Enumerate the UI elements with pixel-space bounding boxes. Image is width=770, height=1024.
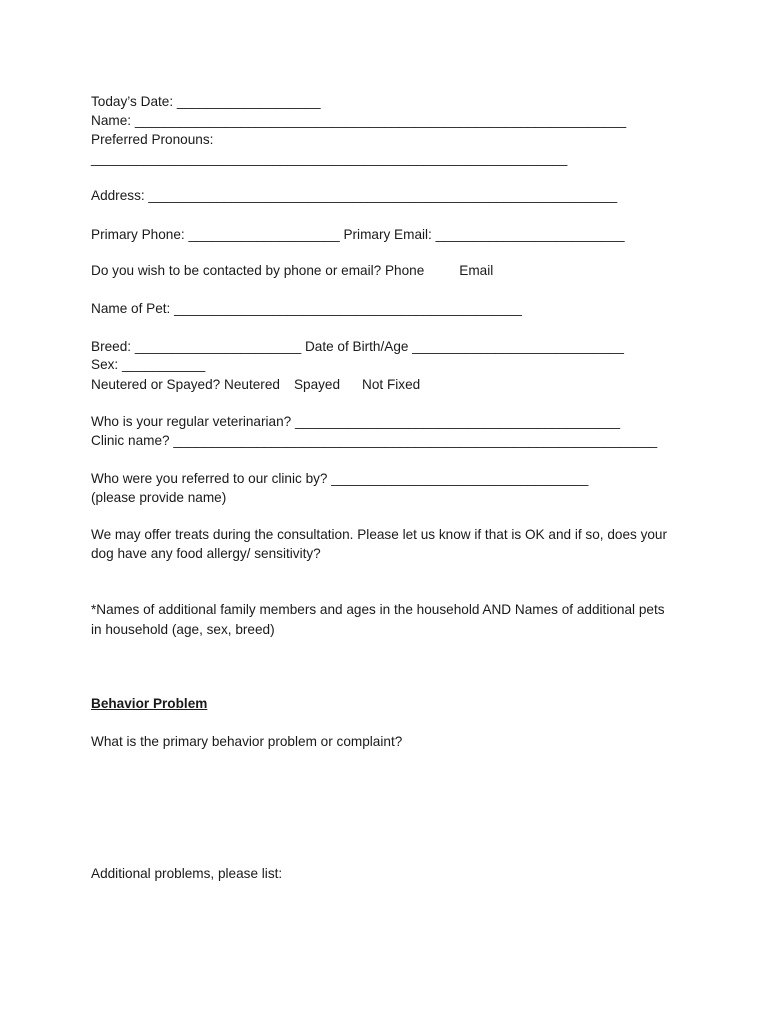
neutered-row (91, 376, 420, 394)
address-field[interactable]: Address: ______________________________________________________________ (91, 188, 618, 203)
pronouns-label: Preferred Pronouns: (91, 132, 214, 147)
additional-problems-label: Additional problems, please list: (91, 866, 283, 881)
primary-email-field[interactable]: Primary Email: _________________________ (343, 227, 625, 242)
behavior-problem-heading: Behavior Problem (91, 696, 208, 711)
name-field[interactable]: Name: _________________________________________________________________ (91, 113, 627, 128)
contact-option-phone[interactable]: Phone (384, 263, 425, 278)
referred-note: (please provide name) (91, 490, 227, 505)
contact-option-email[interactable]: Email (459, 263, 494, 278)
referred-by-field[interactable]: Who were you referred to our clinic by? __________________________________ (91, 471, 589, 486)
treats-text-line2: dog have any food allergy/ sensitivity? (91, 546, 321, 561)
neutered-question: Neutered or Spayed? (91, 377, 221, 392)
treats-text-line1: We may offer treats during the consultation. Please let us know if that is OK and if so, does your (91, 527, 668, 542)
family-text-line2: in household (age, sex, breed) (91, 622, 275, 637)
dob-field[interactable]: Date of Birth/Age ____________________________ (304, 339, 624, 354)
primary-phone-field[interactable]: Primary Phone: ____________________ (91, 227, 340, 242)
regular-vet-field[interactable]: Who is your regular veterinarian? ___________________________________________ (91, 414, 621, 429)
contact-preference-row (91, 262, 493, 280)
option-spayed[interactable]: Spayed (293, 377, 341, 392)
breed-field[interactable]: Breed: ______________________ (91, 339, 302, 354)
pronouns-field[interactable]: _______________________________________________________________ (91, 151, 568, 166)
family-text-line1: *Names of additional family members and ages in the household AND Names of additional pets (91, 602, 665, 617)
breed-dob-row (91, 338, 624, 356)
clinic-name-field[interactable]: Clinic name? ________________________________________________________________ (91, 433, 658, 448)
todays-date-field[interactable]: Today’s Date: ___________________ (91, 94, 321, 109)
primary-behavior-question: What is the primary behavior problem or complaint? (91, 734, 403, 749)
pet-name-field[interactable]: Name of Pet: ______________________________________________ (91, 301, 522, 316)
sex-field[interactable]: Sex: ___________ (91, 357, 206, 372)
contact-question: Do you wish to be contacted by phone or email? (91, 263, 382, 278)
phone-email-row (91, 226, 625, 244)
option-neutered[interactable]: Neutered (224, 377, 280, 392)
option-not-fixed[interactable]: Not Fixed (362, 377, 421, 392)
